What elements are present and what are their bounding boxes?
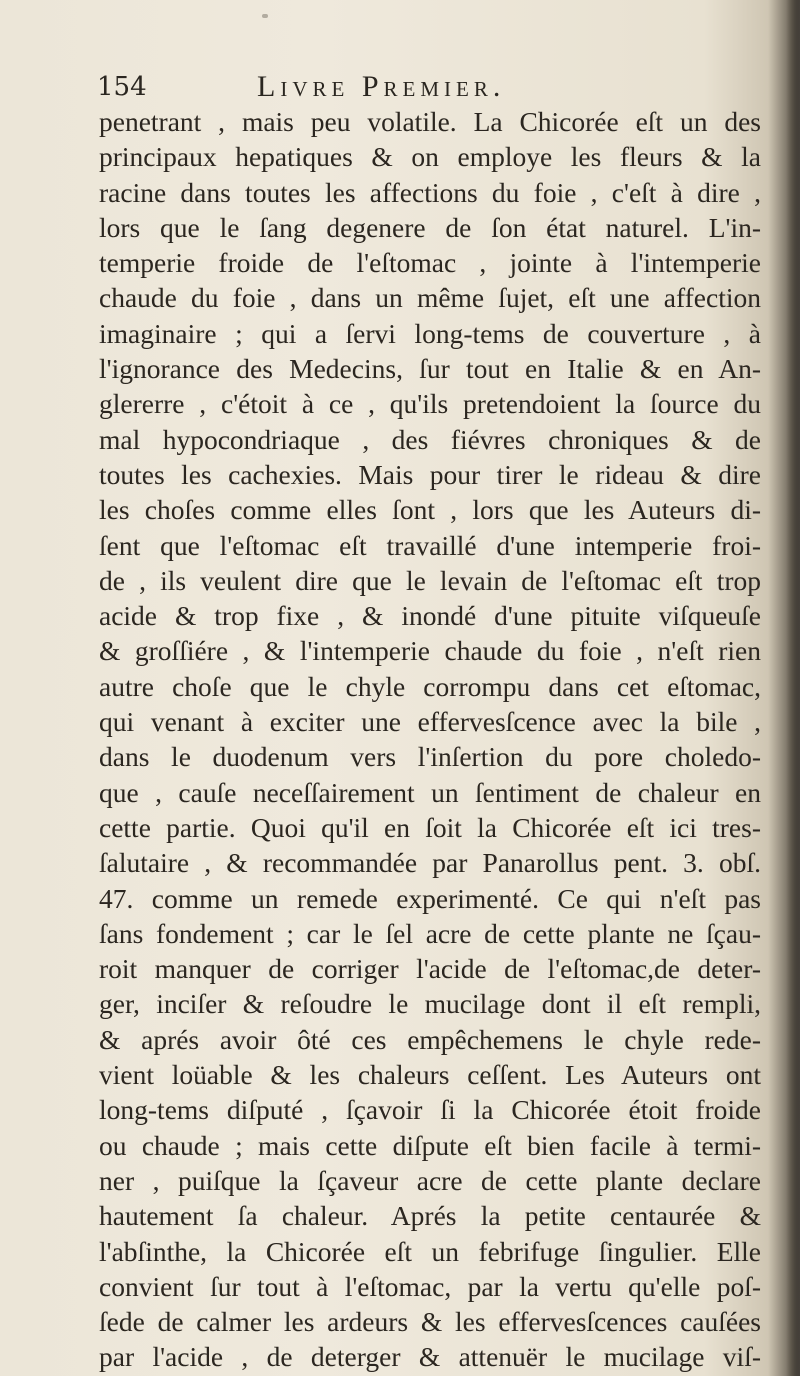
text-line: ner , puiſque la ſçaveur acre de cette plante declare: [99, 1164, 761, 1196]
text-line: mal hypocondriaque , des fiévres chroniques & de: [99, 423, 761, 455]
text-line: dans le duodenum vers l'inſertion du pore choledo-: [99, 741, 761, 773]
text-line: penetrant , mais peu volatile. La Chicorée eſt un des: [99, 106, 761, 137]
text-line: les choſes comme elles ſont , lors que les Auteurs di-: [99, 494, 761, 526]
text-line: cette partie. Quoi qu'il en ſoit la Chicorée eſt ici tres-: [99, 811, 761, 843]
text-line: imaginaire ; qui a ſervi long-tems de couverture , à: [99, 317, 761, 349]
text-line: toutes les cachexies. Mais pour tirer le rideau & dire: [99, 458, 761, 490]
text-line: racine dans toutes les affections du foie , c'eſt à dire ,: [99, 176, 761, 208]
text-line: que , cauſe neceſſairement un ſentiment de chaleur en: [99, 776, 761, 808]
text-line: lors que le ſang degenere de ſon état naturel. L'in-: [99, 211, 761, 243]
text-line: hautement ſa chaleur. Aprés la petite centaurée &: [99, 1200, 761, 1232]
text-line: qui venant à exciter une effervesſcence avec la bile ,: [99, 706, 761, 738]
ink-smudge: [262, 14, 268, 18]
page-gutter-shadow: [786, 0, 800, 1376]
running-title: Livre Premier.: [257, 70, 506, 103]
text-line: l'abſinthe, la Chicorée eſt un febrifuge ſingulier. Elle: [99, 1235, 761, 1267]
text-line: ſans fondement ; car le ſel acre de cette plante ne ſçau-: [99, 917, 761, 949]
text-line: l'ignorance des Medecins, ſur tout en Italie & en An-: [99, 353, 761, 385]
text-line: roit manquer de corriger l'acide de l'eſtomac,de deter-: [99, 953, 761, 985]
text-line: ger, inciſer & reſoudre le mucilage dont il eſt rempli,: [99, 988, 761, 1020]
text-line: principaux hepatiques & on employe les fleurs & la: [99, 141, 761, 173]
text-line: autre choſe que le chyle corrompu dans cet eſtomac,: [99, 670, 761, 702]
text-line: convient ſur tout à l'eſtomac, par la vertu qu'elle poſ-: [99, 1270, 761, 1302]
text-line: vient loüable & les chaleurs ceſſent. Les Auteurs ont: [99, 1059, 761, 1091]
text-line: de , ils veulent dire que le levain de l'eſtomac eſt trop: [99, 564, 761, 596]
text-line: ſede de calmer les ardeurs & les effervesſcences cauſées: [99, 1306, 761, 1338]
text-line: glererre , c'étoit à ce , qu'ils pretendoient la ſource du: [99, 388, 761, 420]
body-text: [99, 104, 761, 1375]
text-line: long-tems diſputé , ſçavoir ſi la Chicorée étoit froide: [99, 1094, 761, 1126]
text-line: ſent que l'eſtomac eſt travaillé d'une intemperie froi-: [99, 529, 761, 561]
text-line: ſalutaire , & recommandée par Panarollus pent. 3. obſ.: [99, 847, 761, 879]
text-line: ou chaude ; mais cette diſpute eſt bien facile à termi-: [99, 1129, 761, 1161]
text-line: par l'acide , de deterger & attenuër le mucilage viſ-: [99, 1341, 761, 1373]
text-line: & aprés avoir ôté ces empêchemens le chyle rede-: [99, 1023, 761, 1055]
text-line: chaude du foie , dans un même ſujet, eſt une affection: [99, 282, 761, 314]
text-line: & groſſiére , & l'intemperie chaude du foie , n'eſt rien: [99, 635, 761, 667]
text-line: 47. comme un remede experimenté. Ce qui n'eſt pas: [99, 882, 761, 914]
text-line: temperie froide de l'eſtomac , jointe à l'intemperie: [99, 247, 761, 279]
page-number: 154: [97, 72, 147, 102]
text-line: acide & trop fixe , & inondé d'une pituite viſqueuſe: [99, 600, 761, 632]
